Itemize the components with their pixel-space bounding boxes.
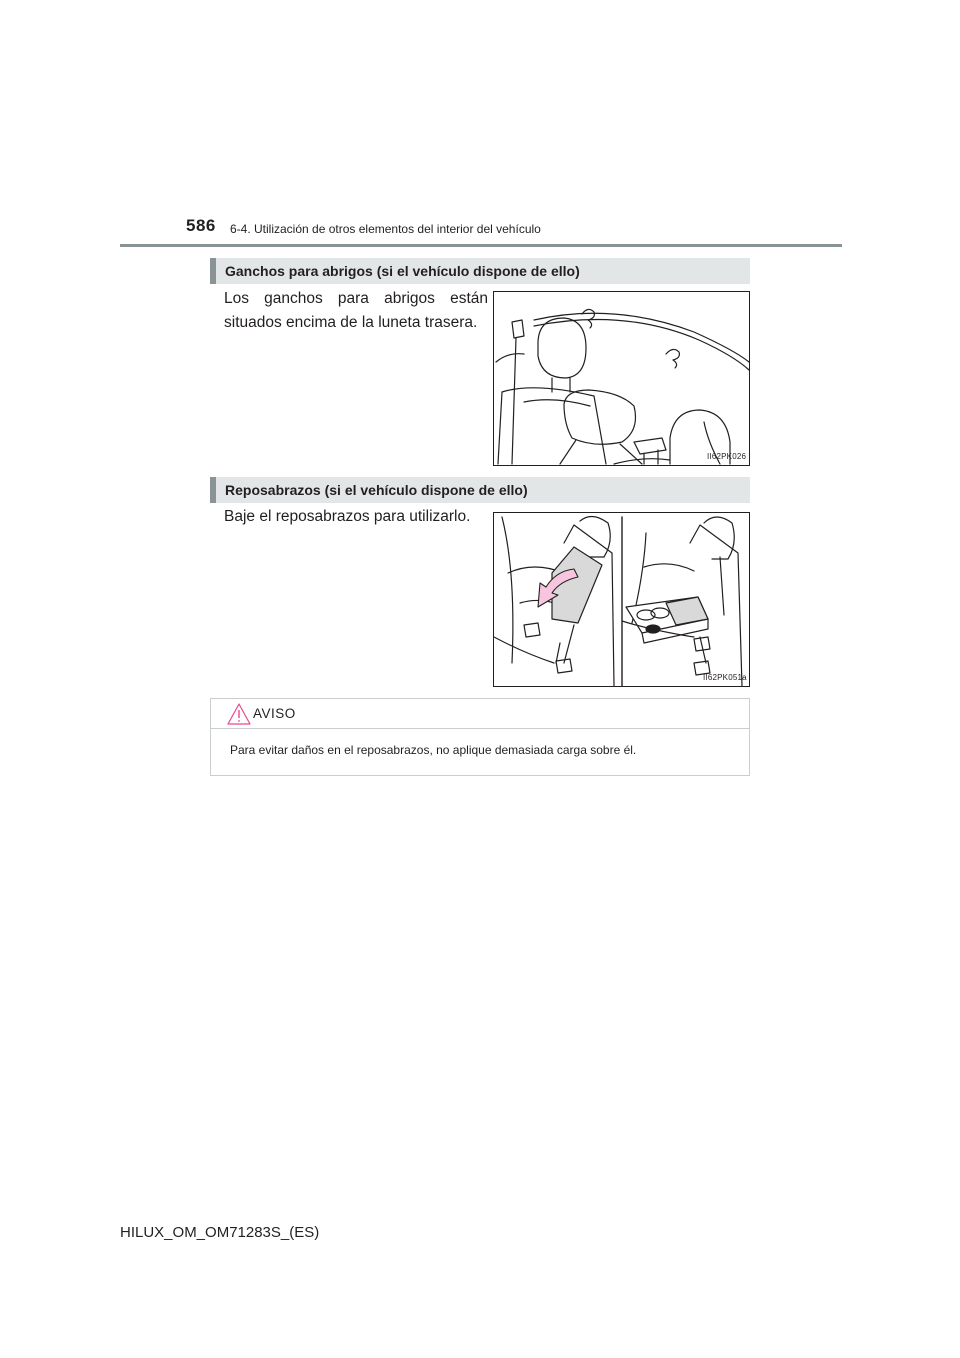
section-heading-armrest (210, 477, 750, 503)
warning-text: Para evitar daños en el reposabrazos, no aplique demasiada carga sobre él. (230, 743, 637, 757)
section-title: Ganchos para abrigos (si el vehículo dispone de ello) (225, 263, 580, 279)
armrest-text: Baje el reposabrazos para utilizarlo. (224, 508, 471, 525)
coat-hooks-illustration (493, 291, 750, 466)
warning-box (210, 698, 750, 776)
section-title: Reposabrazos (si el vehículo dispone de ello) (225, 482, 528, 498)
section-marker (210, 258, 216, 284)
footer-doc-id: HILUX_OM_OM71283S_(ES) (120, 1224, 320, 1241)
page-number: 586 (186, 216, 216, 235)
coat-hooks-text-line1: Los ganchos para abrigos están (224, 290, 488, 307)
warning-title: AVISO (253, 706, 296, 721)
figure-code: II62PK026 (707, 452, 747, 461)
section-heading-coat-hooks (210, 258, 750, 284)
warning-triangle-icon (226, 702, 252, 726)
figure-code: II62PK051a (703, 673, 747, 682)
warning-header (211, 699, 749, 729)
section-marker (210, 477, 216, 503)
armrest-illustration (493, 512, 750, 687)
coat-hooks-text-line2: situados encima de la luneta trasera. (224, 314, 478, 331)
chapter-title: 6-4. Utilización de otros elementos del interior del vehículo (230, 222, 541, 236)
header-rule (120, 244, 842, 247)
